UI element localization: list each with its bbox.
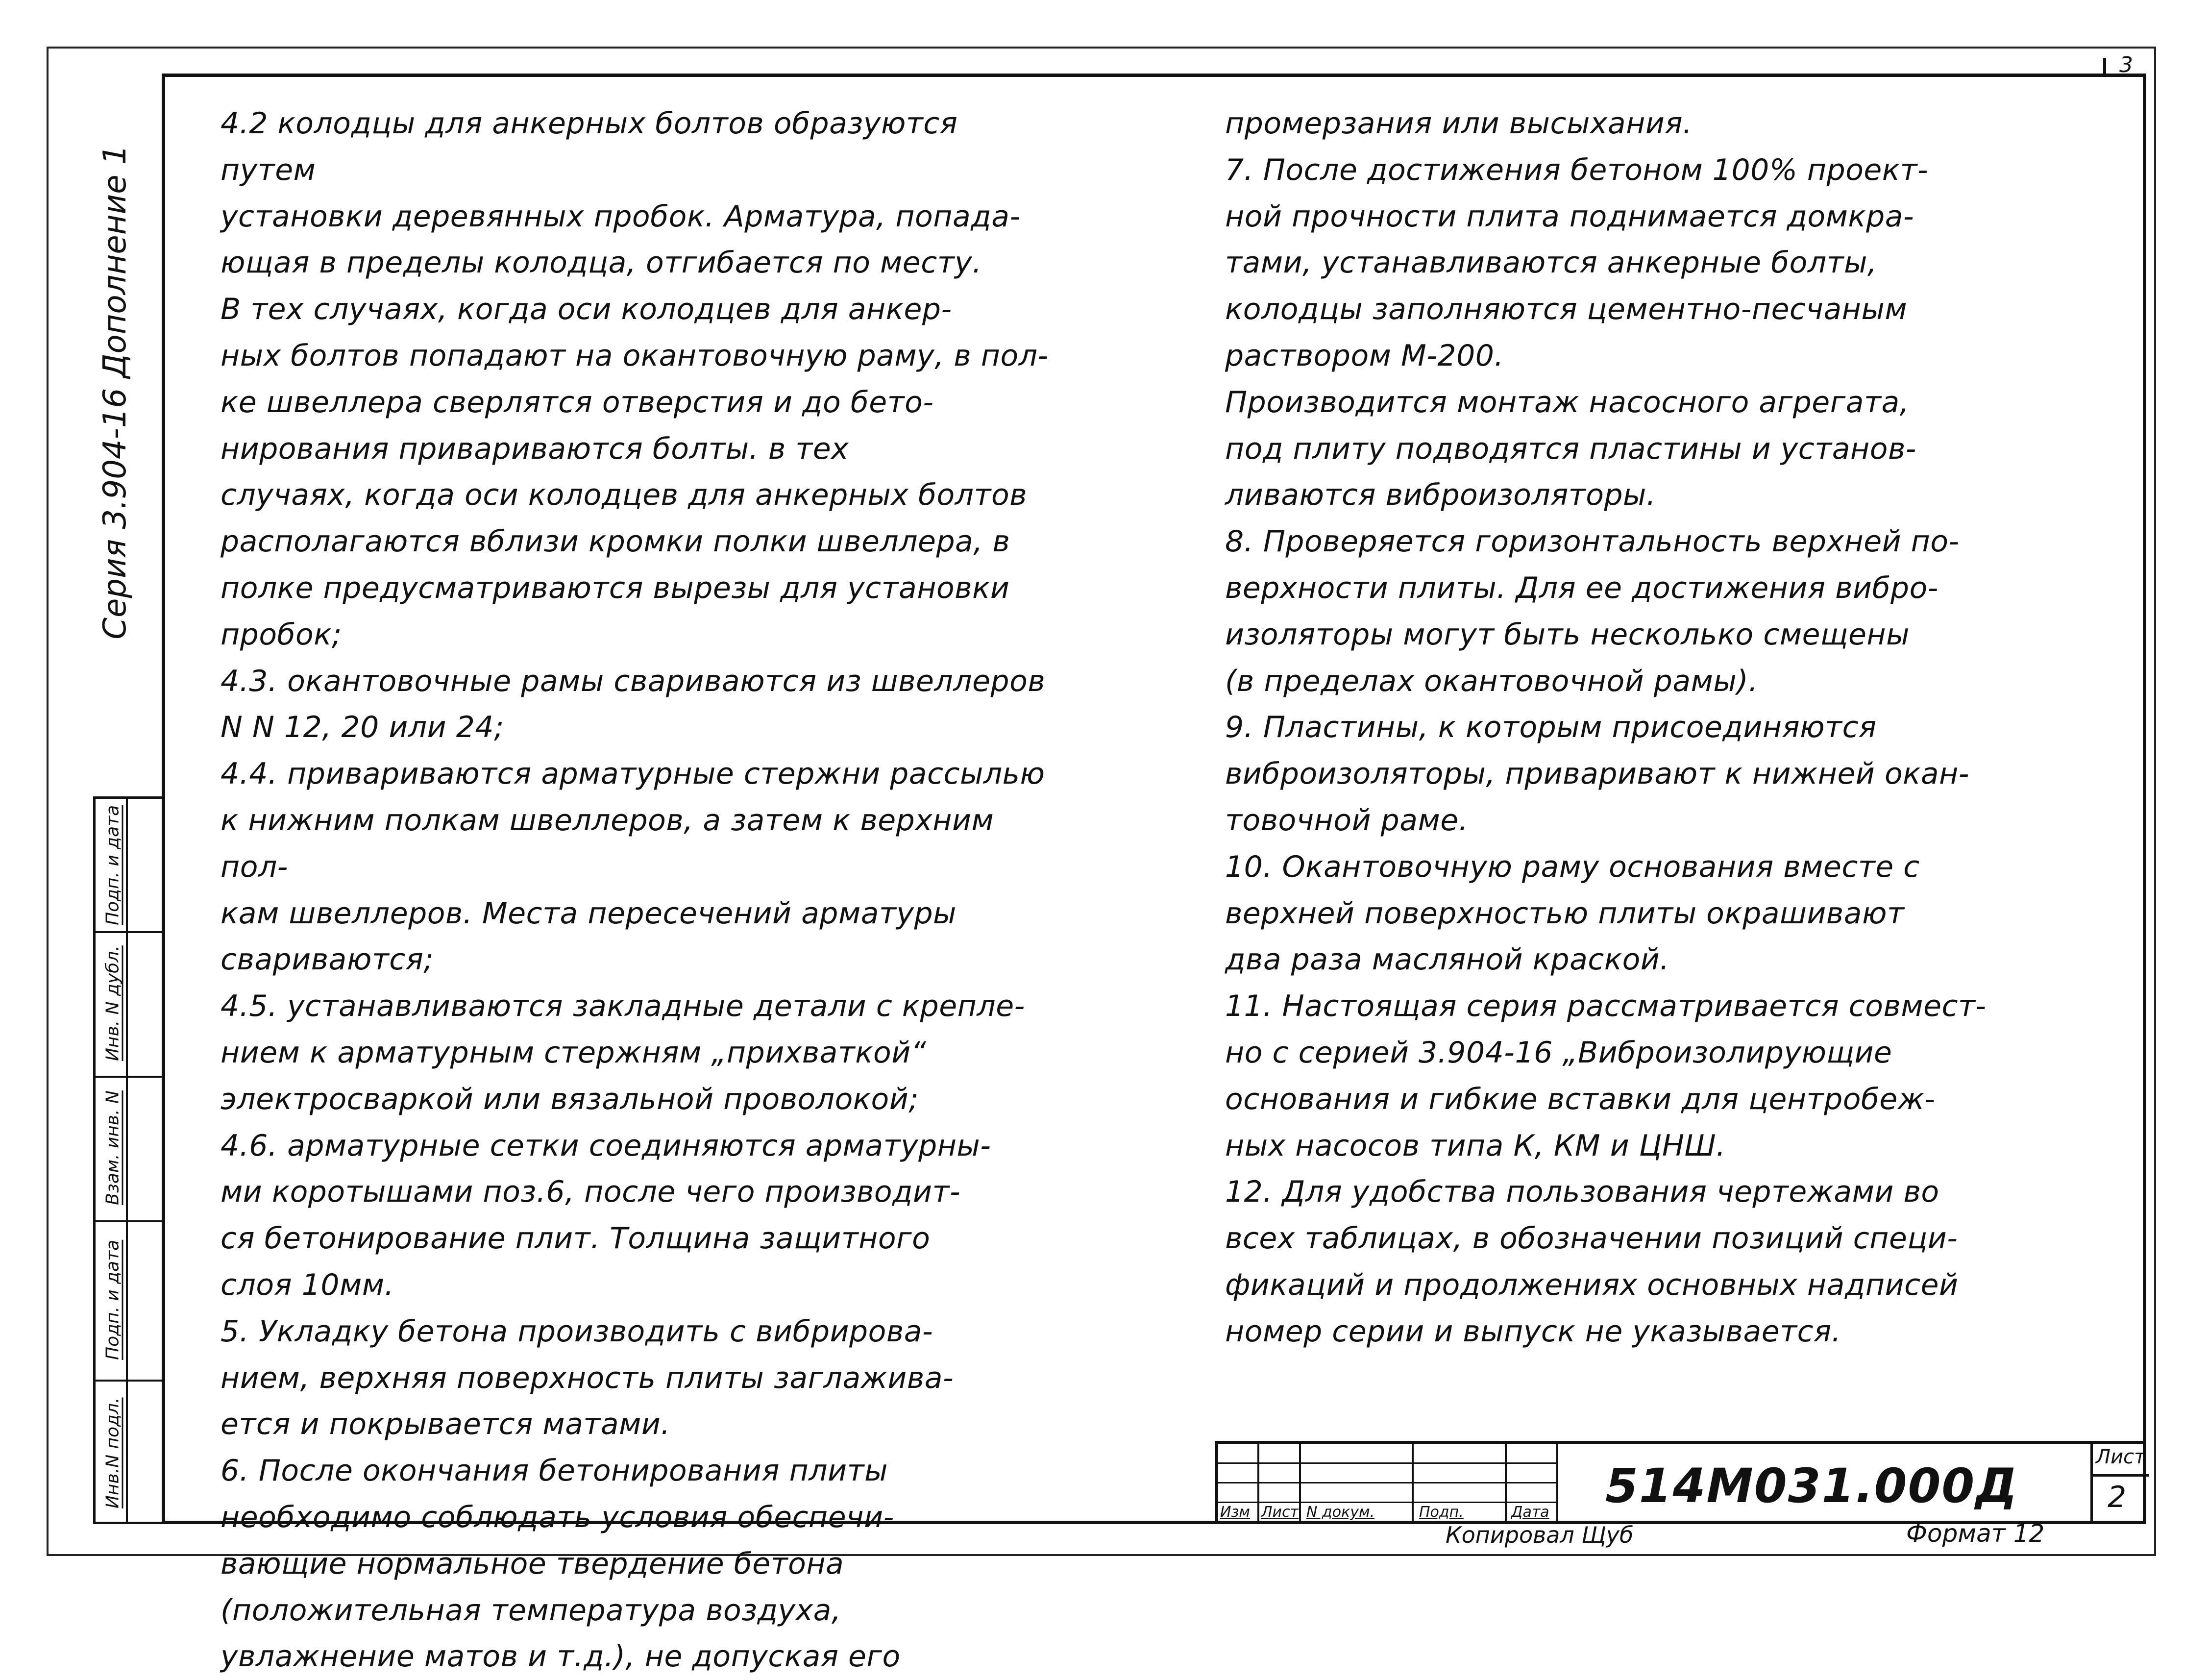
text-line: нирования привариваются болты. в тех: [221, 431, 849, 466]
strip-label-podp-data-2: Подп. и дата: [102, 805, 123, 925]
text-line: ной прочности плита поднимается домкра-: [1225, 199, 1914, 234]
text-line: фикаций и продолжениях основных надписей: [1225, 1267, 1959, 1302]
sheet-number: 2: [2108, 1480, 2127, 1514]
sheet-box-divider: [2093, 1474, 2149, 1477]
text-line: нием к арматурным стержням „прихваткой“: [221, 1035, 927, 1070]
text-line: Производится монтаж насосного агрегата,: [1225, 385, 1910, 420]
text-line: ных насосов типа К, КМ и ЦНШ.: [1225, 1128, 1726, 1163]
strip-label-podp-data: Подп. и дата: [102, 1239, 123, 1360]
text-line: 4.4. привариваются арматурные стержни рассылью: [221, 757, 1045, 791]
grid-line: [1257, 1444, 1259, 1524]
caption-izm: Изм: [1220, 1504, 1251, 1521]
left-stamp-strip: [93, 796, 162, 1524]
text-line: 7. После достижения бетоном 100% проект-: [1225, 152, 1929, 187]
strip-column-divider: [126, 799, 128, 1522]
text-line: случаях, когда оси колодцев для анкерных болтов: [221, 478, 1028, 513]
strip-divider: [96, 931, 162, 933]
text-line: промерзания или высыхания.: [1225, 106, 1693, 141]
grid-line: [1556, 1444, 1558, 1524]
text-line: ющая в пределы колодца, отгибается по месту.: [221, 246, 982, 280]
strip-label-inv-podl: Инв.N подл.: [102, 1397, 123, 1509]
text-line: колодцы заполняются цементно-песчаным: [1225, 292, 1908, 327]
text-line: 11. Настоящая серия рассматривается совмест-: [1225, 989, 1987, 1024]
title-block-grid: [1218, 1444, 1556, 1524]
format-note: Формат 12: [1906, 1519, 2045, 1548]
strip-divider: [96, 1076, 162, 1078]
text-line: 9. Пластины, к которым присоединяются: [1225, 710, 1877, 745]
copied-by-note: Копировал Щуб: [1446, 1522, 1634, 1548]
text-line: 8. Проверяется горизонтальность верхней по-: [1225, 524, 1960, 559]
text-line: верхней поверхностью плиты окрашивают: [1225, 896, 1905, 931]
text-line: установки деревянных пробок. Арматура, попада-: [221, 199, 1021, 234]
strip-label-inv-dubl: Инв. N дубл.: [102, 945, 123, 1062]
text-line: виброизоляторы, приваривают к нижней окан-: [1225, 757, 1970, 791]
text-line: раствором М-200.: [1225, 338, 1504, 373]
text-line: располагаются вблизи кромки полки швеллера, в: [221, 524, 1010, 559]
caption-n-dokum: N докум.: [1306, 1504, 1375, 1521]
text-line: номер серии и выпуск не указывается.: [1225, 1314, 1841, 1349]
text-line: 4.6. арматурные сетки соединяются арматурны-: [221, 1128, 991, 1163]
text-line: всех таблицах, в обозначении позиций специ-: [1225, 1221, 1958, 1256]
text-line: 12. Для удобства пользования чертежами во: [1225, 1175, 1939, 1210]
text-line: В тех случаях, когда оси колодцев для анкер-: [221, 292, 952, 327]
text-line: 4.5. устанавливаются закладные детали с крепле-: [221, 989, 1025, 1024]
right-text-column: [1225, 100, 2087, 1355]
text-line: (положительная температура воздуха,: [221, 1593, 841, 1628]
caption-data: Дата: [1511, 1504, 1549, 1521]
text-line: вающие нормальное твердение бетона: [221, 1546, 844, 1581]
sheet-label: Лист: [2096, 1446, 2146, 1468]
text-line: 5. Укладку бетона производить с вибрирова-: [221, 1314, 933, 1349]
text-line: ливаются виброизоляторы.: [1225, 478, 1656, 513]
text-line: 10. Окантовочную раму основания вместе с: [1225, 849, 1920, 884]
grid-line: [1218, 1462, 1556, 1464]
grid-line: [1505, 1444, 1507, 1524]
strip-divider: [96, 1220, 162, 1222]
text-line: но с серией 3.904-16 „Виброизолирующие: [1225, 1035, 1892, 1070]
caption-podp: Подп.: [1419, 1504, 1464, 1521]
strip-label-vzam-inv: Взам. инв. N: [102, 1090, 123, 1206]
text-line: два раза масляной краской.: [1225, 942, 1669, 977]
text-line: увлажнение матов и т.д.), не допуская его: [221, 1639, 901, 1674]
text-line: электросваркой или вязальной проволокой;: [221, 1082, 919, 1116]
text-line: (в пределах окантовочной рамы).: [1225, 664, 1758, 698]
caption-list: Лист: [1261, 1504, 1299, 1521]
grid-line: [1299, 1444, 1301, 1524]
text-line: ся бетонирование плит. Толщина защитного: [221, 1221, 931, 1256]
text-line: основания и гибкие вставки для центробеж-: [1225, 1082, 1936, 1116]
sheet-number-box: [2090, 1444, 2149, 1524]
text-line: N N 12, 20 или 24;: [221, 710, 504, 745]
left-text-column: [221, 100, 1054, 1680]
sheet-corner-number: 3: [2103, 58, 2146, 76]
text-line: 6. После окончания бетонирования плиты: [221, 1454, 888, 1488]
text-line: полке предусматриваются вырезы для установки: [221, 570, 1010, 605]
text-line: тами, устанавливаются анкерные болты,: [1225, 246, 1877, 280]
strip-divider: [96, 1380, 162, 1382]
grid-line: [1412, 1444, 1414, 1524]
title-block: [1215, 1441, 2146, 1524]
text-line: 4.3. окантовочные рамы свариваются из швеллеров: [221, 664, 1046, 698]
text-line: к нижним полкам швеллеров, а затем к верхним пол-: [221, 803, 994, 884]
text-line: ных болтов попадают на окантовочную раму, в пол-: [221, 338, 1049, 373]
text-line: нием, верхняя поверхность плиты заглажива-: [221, 1360, 954, 1395]
text-line: 4.2 колодцы для анкерных болтов образуются путем: [221, 106, 958, 187]
text-line: ется и покрывается матами.: [221, 1407, 670, 1442]
series-side-label: Серия 3.904-16 Дополнение 1: [97, 145, 133, 640]
grid-line: [1218, 1482, 1556, 1483]
grid-line: [1218, 1502, 1556, 1503]
text-line: необходимо соблюдать условия обеспечи-: [221, 1500, 894, 1534]
text-line: ке швеллера сверлятся отверстия и до бето-: [221, 385, 934, 420]
text-line: пробок;: [221, 617, 342, 652]
text-line: изоляторы могут быть несколько смещены: [1225, 617, 1910, 652]
text-line: верхности плиты. Для ее достижения вибро-: [1225, 570, 1938, 605]
text-line: слоя 10мм.: [221, 1267, 394, 1302]
document-code: 514М031.000Д: [1605, 1458, 2018, 1513]
text-line: ми коротышами поз.6, после чего производит-: [221, 1175, 961, 1210]
text-line: товочной раме.: [1225, 803, 1469, 838]
text-line: под плиту подводятся пластины и установ-: [1225, 431, 1916, 466]
text-line: кам швеллеров. Места пересечений арматуры свариваются;: [221, 896, 957, 977]
